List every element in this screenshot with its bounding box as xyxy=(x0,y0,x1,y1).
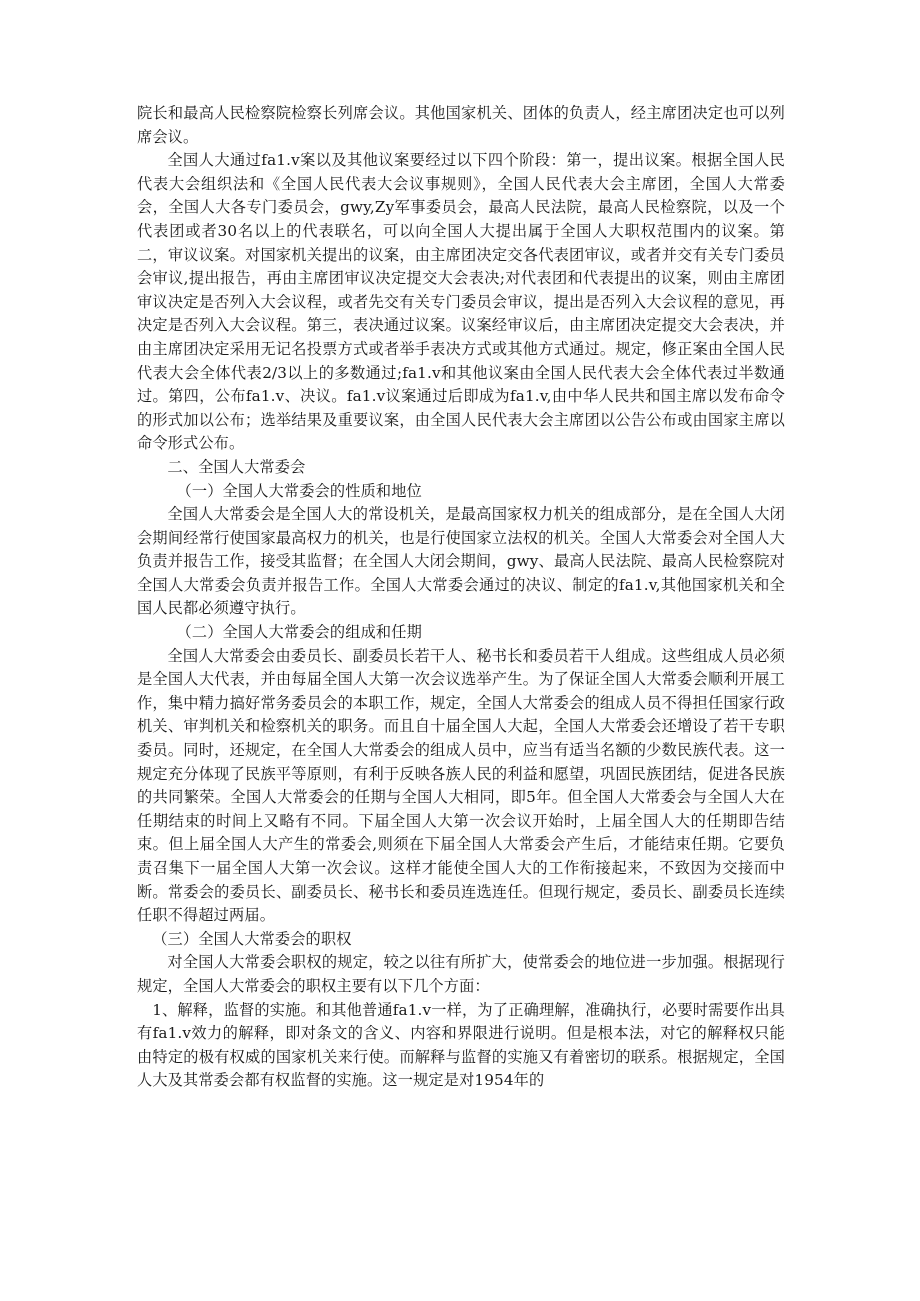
subsection-heading-powers: （三）全国人大常委会的职权 xyxy=(152,929,352,948)
paragraph-powers-intro: 对全国人大常委会职权的规定，较之以往有所扩大，使常委会的地位进一步加强。根据现行规定，全国人大常委会的职权主要有以下几个方面： xyxy=(137,953,785,995)
paragraph-legislative-stages: 全国人大通过fa1.v案以及其他议案要经过以下四个阶段：第一，提出议案。根据全国人民代表大会组织法和《全国人民代表大会议事规则》，全国人民代表大会主席团，全国人大常委会，全国人大各专门委员会，gwy,Zy军事委员会，最高人民法院，最高人民检察院，以及一个代表团或者30名以上的代表联名，可以向全国人大提出属于全国人大职权范围内的议案。第二，审议议案。对国家机关提出的议案，由主席团决定交各代表团审议，或者并交有关专门委员会审议,提出报告，再由主席团审议决定提交大会表决;对代表团和代表提出的议案，则由主席团审议决定是否列入大会议程，或者先交有关专门委员会审议，提出是否列入大会议程的意见，再决定是否列入大会议程。第三，表决通过议案。议案经审议后，由主席团决定提交大会表决，并由主席团决定采用无记名投票方式或者举手表决方式或其他方式通过。规定，修正案由全国人民代表大会全体代表2/3以上的多数通过;fa1.v和其他议案由全国人民代表大会全体代表过半数通过。第四，公布fa1.v、决议。fa1.v议案通过后即成为fa1.v,由中华人民共和国主席以发布命令的形式加以公布；选举结果及重要议案，由全国人民代表大会主席团以公告公布或由国家主席以命令形式公布。 xyxy=(137,151,785,453)
paragraph-continuation: 院长和最高人民检察院检察长列席会议。其他国家机关、团体的负责人，经主席团决定也可以列席会议。 xyxy=(137,104,785,146)
document-page xyxy=(137,102,785,1093)
section-heading-npc-standing-committee: 二、全国人大常委会 xyxy=(167,457,306,476)
paragraph-nature-status: 全国人大常委会是全国人大的常设机关，是最高国家权力机关的组成部分，是在全国人大闭会期间经常行使国家最高权力的机关，也是行使国家立法权的机关。全国人大常委会对全国人大负责并报告工作，接受其监督；在全国人大闭会期间，gwy、最高人民法院、最高人民检察院对全国人大常委会负责并报告工作。全国人大常委会通过的决议、制定的fa1.v,其他国家机关和全国人民都必须遵守执行。 xyxy=(137,505,785,618)
paragraph-composition-term: 全国人大常委会由委员长、副委员长若干人、秘书长和委员若干人组成。这些组成人员必须是全国人大代表，并由每届全国人大第一次会议选举产生。为了保证全国人大常委会顺利开展工作，集中精力搞好常务委员会的本职工作，规定，全国人大常委会的组成人员不得担任国家行政机关、审判机关和检察机关的职务。而且自十届全国人大起，全国人大常委会还增设了若干专职委员。同时，还规定，在全国人大常委会的组成人员中，应当有适当名额的少数民族代表。这一规定充分体现了民族平等原则，有利于反映各族人民的利益和愿望，巩固民族团结，促进各民族的共同繁荣。全国人大常委会的任期与全国人大相同，即5年。但全国人大常委会与全国人大在任期结束的时间上又略有不同。下届全国人大第一次会议开始时，上届全国人大的任期即告结束。但上届全国人大产生的常委会,则须在下届全国人大常委会产生后，才能结束任期。它要负责召集下一届全国人大第一次会议。这样才能使全国人大的工作衔接起来，不致因为交接而中断。常委会的委员长、副委员长、秘书长和委员连选连任。但现行规定，委员长、副委员长连续任职不得超过两届。 xyxy=(137,646,785,925)
subsection-heading-composition-term: （二）全国人大常委会的组成和任期 xyxy=(176,623,422,642)
subsection-heading-nature-status: （一）全国人大常委会的性质和地位 xyxy=(176,481,422,500)
paragraph-power-interpretation: 1、解释，监督的实施。和其他普通fa1.v一样，为了正确理解，准确执行，必要时需要作出具有fa1.v效力的解释，即对条文的含义、内容和界限进行说明。但是根本法，对它的解释权只能由特定的极有权威的国家机关来行使。而解释与监督的实施又有着密切的联系。根据规定，全国人大及其常委会都有权监督的实施。这一规定是对1954年的 xyxy=(137,1000,785,1090)
